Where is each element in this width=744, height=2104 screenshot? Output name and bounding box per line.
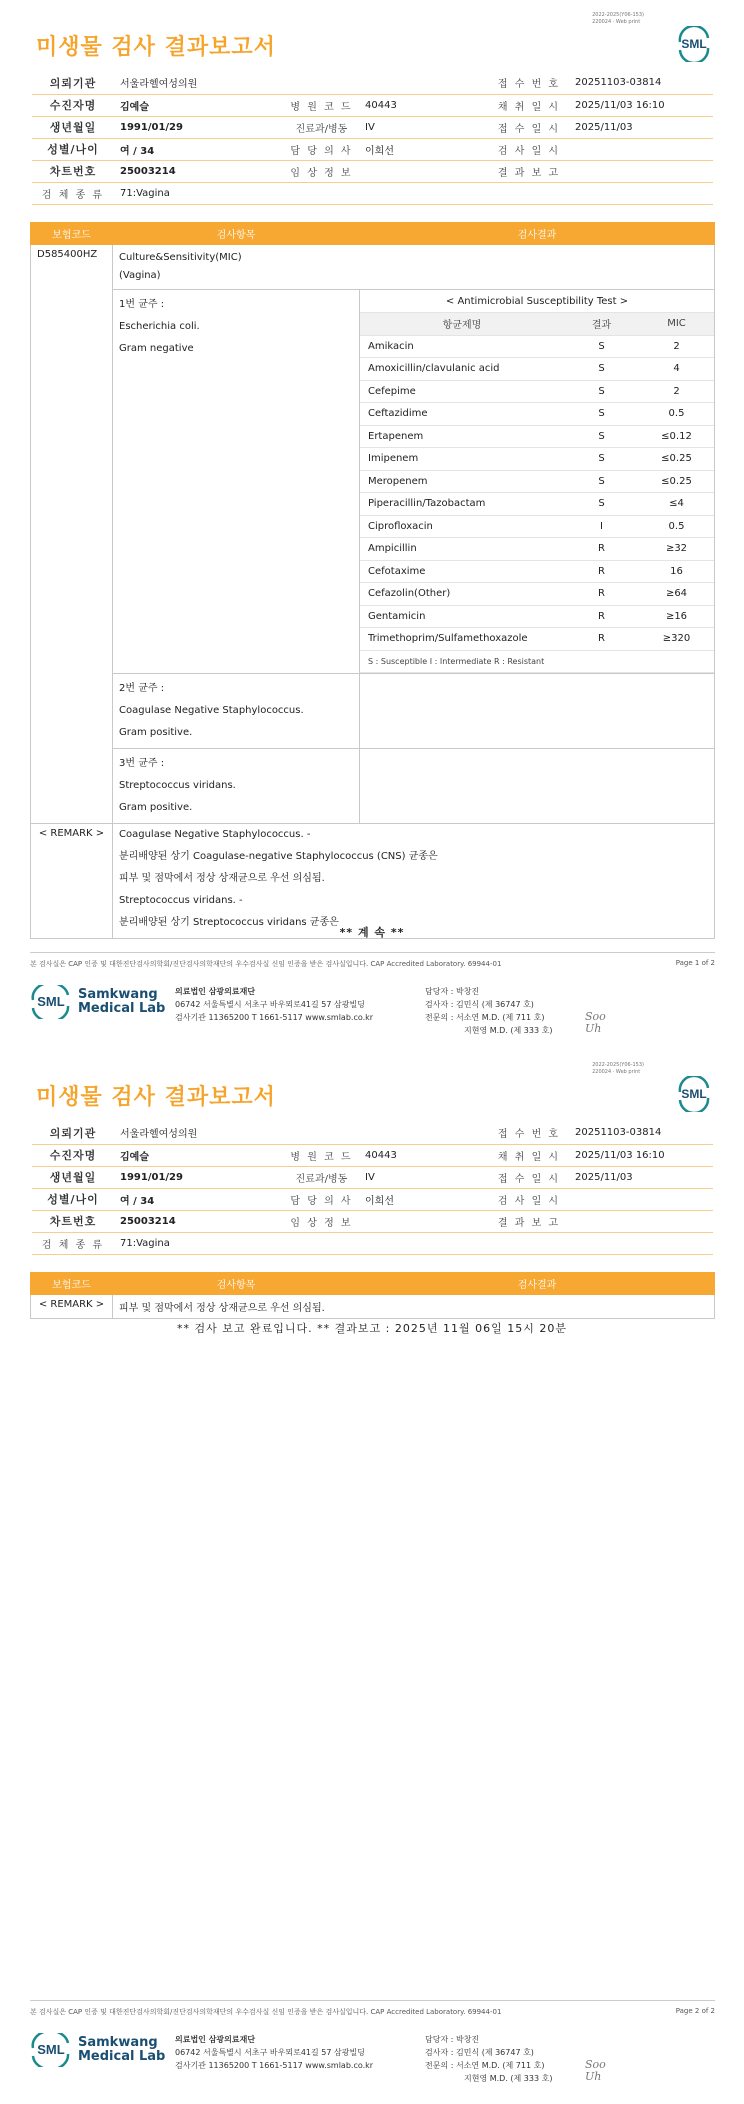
signature: Soo Uh [585, 2058, 606, 2083]
info-row: 수진자명 김예슬 병 원 코 드 40443 채 취 일 시 2025/11/03 16:10 [32, 94, 713, 116]
ast-drug: Ampicillin [360, 538, 564, 561]
ast-row [360, 358, 714, 381]
ast-mic: ≥320 [639, 628, 714, 651]
organism-2: 2번 균주 : Coagulase Negative Staphylococcus. Gram positive. [113, 674, 360, 749]
print-stamp: 2022-2025(Y06-153) 220024 · Web print [592, 12, 644, 25]
samkwang-logo-icon [30, 2033, 72, 2067]
ast-title: < Antimicrobial Susceptibility Test > [360, 290, 714, 313]
info-row: 차트번호 25003214 임 상 정 보 결 과 보 고 [32, 160, 713, 182]
svg-text:SML: SML [681, 1087, 707, 1101]
ast-row [360, 448, 714, 471]
ast-result: R [564, 560, 639, 583]
continued-label: ** 계 속 ** [339, 926, 405, 939]
footer-note: 본 검사실은 CAP 인증 및 대한진단검사의학회/진단검사의학재단의 우수검사실 신임 인증을 받은 검사실입니다. CAP Accredited Laboratory. 69944-01 [30, 960, 502, 968]
ast-result: S [564, 470, 639, 493]
report-title: 미생물 검사 결과보고서 [36, 1085, 276, 1110]
ast-drug: Cefepime [360, 380, 564, 403]
info-row: 의뢰기관 서울라헬여성의원 접 수 번 호 20251103-03814 [32, 72, 713, 94]
svg-text:SML: SML [37, 994, 65, 1009]
test-specimen: (Vagina) [119, 270, 161, 281]
ast-result: R [564, 583, 639, 606]
ast-row [360, 538, 714, 561]
info-row: 차트번호 25003214 임 상 정 보 결 과 보 고 [32, 1210, 713, 1232]
ast-mic: 2 [639, 335, 714, 358]
page-number: Page 2 of 2 [675, 2007, 715, 2015]
ast-drug: Meropenem [360, 470, 564, 493]
info-row: 검 체 종 류 71:Vagina [32, 1232, 713, 1254]
print-stamp: 2022-2025(Y06-153) 220024 · Web print [592, 1062, 644, 1075]
ast-header: 항균제명 결과 MIC [360, 313, 714, 336]
ast-legend: S : Susceptible I : Intermediate R : Resistant [360, 650, 714, 673]
ast-row [360, 470, 714, 493]
ast-result: R [564, 605, 639, 628]
remark-text: 피부 및 점막에서 정상 상재균으로 우선 의심됨. [113, 1295, 715, 1319]
page-2 [0, 1050, 744, 2104]
samkwang-logo-icon [30, 985, 72, 1019]
info-row: 수진자명 김예슬 병 원 코 드 40443 채 취 일 시 2025/11/03 16:10 [32, 1144, 713, 1166]
ast-result: S [564, 358, 639, 381]
ast-mic: ≤4 [639, 493, 714, 516]
ast-drug: Ertapenem [360, 425, 564, 448]
result-table [30, 222, 715, 939]
ast-drug: Piperacillin/Tazobactam [360, 493, 564, 516]
ast-mic: ≥64 [639, 583, 714, 606]
ast-mic: ≥32 [639, 538, 714, 561]
svg-text:SML: SML [37, 2042, 65, 2057]
ast-result: S [564, 380, 639, 403]
ast-drug: Ceftazidime [360, 403, 564, 426]
ast-result: I [564, 515, 639, 538]
sml-logo-icon [676, 1076, 712, 1112]
patient-name: 김예슬 [114, 94, 284, 116]
svg-text:SML: SML [681, 37, 707, 51]
ast-result: R [564, 628, 639, 651]
footer: 본 검사실은 CAP 인증 및 대한진단검사의학회/진단검사의학재단의 우수검사실 신임 인증을 받은 검사실입니다. CAP Accredited Laboratory. 69944-01 Page 1 of 2 SML Samkwang Medical Lab 의료법인 삼광의료재단 06742 서울특별시 서초구 바우뫼로41길 57 삼광빌딩 검사기관 11365200 T 1661-5117 www.smlab.co.kr 담당자 : 박창진 검사자 : 김민식 (제 36747 호) 전문의 : 서소연 M.D. (제 711 호) 지현영 M.D. (제 333 호) Soo Uh [30, 952, 715, 1037]
signature: Soo Uh [585, 1010, 606, 1035]
info-row: 생년월일 1991/01/29 진료과/병동 IV 접 수 일 시 2025/11/03 [32, 1166, 713, 1188]
organism-1: 1번 균주 : Escherichia coli. Gram negative [113, 290, 360, 674]
ast-drug: Trimethoprim/Sulfamethoxazole [360, 628, 564, 651]
ast-row [360, 380, 714, 403]
ast-row [360, 605, 714, 628]
ast-mic: 0.5 [639, 515, 714, 538]
ast-mic: ≤0.12 [639, 425, 714, 448]
ast-mic: ≤0.25 [639, 470, 714, 493]
ast-drug: Amoxicillin/clavulanic acid [360, 358, 564, 381]
ast-result: S [564, 403, 639, 426]
patient-info-table [32, 1122, 713, 1255]
patient-info-table [32, 72, 713, 205]
page-1 [0, 0, 744, 1050]
ast-row [360, 335, 714, 358]
ast-row [360, 515, 714, 538]
organism-3: 3번 균주 : Streptococcus viridans. Gram positive. [113, 749, 360, 824]
remark-text: Coagulase Negative Staphylococcus. - 분리배양된 상기 Coagulase-negative Staphylococcus (CNS) 균종은 피부 및 점막에서 정상 상재균으로 우선 의심됨. Streptococcus viridans. - 분리배양된 상기 Streptococcus viridans 균종은 [113, 824, 715, 939]
ast-result: S [564, 335, 639, 358]
info-row: 성별/나이 여 / 34 담 당 의 사 이희선 검 사 일 시 [32, 138, 713, 160]
ast-row [360, 425, 714, 448]
ast-drug: Imipenem [360, 448, 564, 471]
result-table: 보험코드 검사항목 검사결과 < REMARK > 피부 및 점막에서 정상 상재균으로 우선 의심됨. [30, 1272, 715, 1319]
ast-mic: ≥16 [639, 605, 714, 628]
ast-mic: 0.5 [639, 403, 714, 426]
result-header: 보험코드 검사항목 검사결과 [31, 223, 715, 245]
sml-logo-icon [676, 26, 712, 62]
ast-drug: Cefotaxime [360, 560, 564, 583]
insurance-code: D585400HZ [31, 245, 113, 824]
footer: 본 검사실은 CAP 인증 및 대한진단검사의학회/진단검사의학재단의 우수검사실 신임 인증을 받은 검사실입니다. CAP Accredited Laboratory. 69944-01 Page 2 of 2 SML Samkwang Medical Lab 의료법인 삼광의료재단 06742 서울특별시 서초구 바우뫼로41길 57 삼광빌딩 검사기관 11365200 T 1661-5117 www.smlab.co.kr 담당자 : 박창진 검사자 : 김민식 (제 36747 호) 전문의 : 서소연 M.D. (제 711 호) 지현영 M.D. (제 333 호) Soo Uh [30, 2000, 715, 2085]
ast-table [360, 290, 714, 673]
ast-row [360, 628, 714, 651]
ast-drug: Ciprofloxacin [360, 515, 564, 538]
ast-result: S [564, 425, 639, 448]
info-row: 생년월일 1991/01/29 진료과/병동 IV 접 수 일 시 2025/11/03 [32, 116, 713, 138]
info-row: 의뢰기관 서울라헬여성의원 접 수 번 호 20251103-03814 [32, 1122, 713, 1144]
info-row: 성별/나이 여 / 34 담 당 의 사 이희선 검 사 일 시 [32, 1188, 713, 1210]
ast-mic: 2 [639, 380, 714, 403]
ast-drug: Gentamicin [360, 605, 564, 628]
ast-mic: ≤0.25 [639, 448, 714, 471]
ast-result: R [564, 538, 639, 561]
ast-row [360, 403, 714, 426]
ast-mic: 4 [639, 358, 714, 381]
remark-label: < REMARK > [31, 824, 113, 939]
ast-result: S [564, 448, 639, 471]
ast-drug: Cefazolin(Other) [360, 583, 564, 606]
ast-row [360, 583, 714, 606]
info-row: 검 체 종 류 71:Vagina [32, 182, 713, 204]
ast-mic: 16 [639, 560, 714, 583]
ast-drug: Amikacin [360, 335, 564, 358]
page-number: Page 1 of 2 [675, 959, 715, 967]
ast-panel [360, 290, 715, 674]
remark-label: < REMARK > [31, 1295, 113, 1319]
final-note: ** 검사 보고 완료입니다. ** 결과보고 : 2025년 11월 06일 15시 20분 [177, 1322, 567, 1335]
test-name: Culture&Sensitivity(MIC) [119, 252, 242, 263]
ast-result: S [564, 493, 639, 516]
org-value: 서울라헬여성의원 [114, 72, 489, 94]
report-title: 미생물 검사 결과보고서 [36, 35, 276, 60]
ast-row [360, 493, 714, 516]
ast-row [360, 560, 714, 583]
reg-no-value: 20251103-03814 [569, 72, 713, 94]
